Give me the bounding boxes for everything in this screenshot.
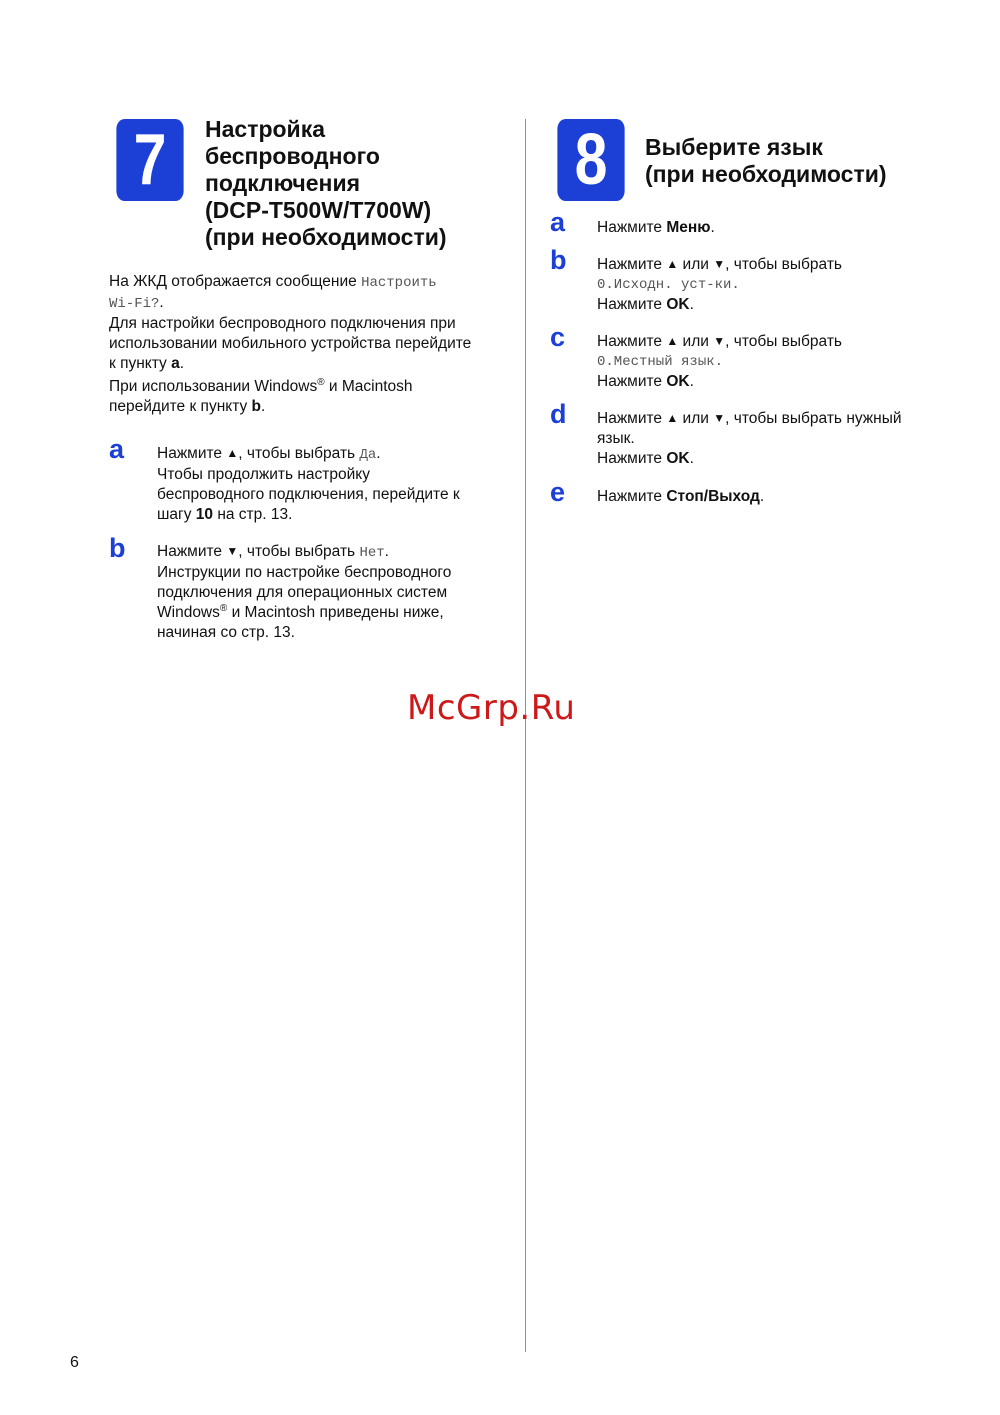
punct: .: [159, 294, 164, 311]
page-number: 6: [70, 1354, 79, 1371]
registered-mark: ®: [219, 602, 228, 614]
down-arrow-icon: ▼: [713, 411, 726, 425]
step-7-title-line: Настройка: [205, 116, 325, 142]
step-8-substep-a-letter: a: [550, 207, 566, 237]
up-arrow-icon: ▲: [666, 411, 679, 425]
step-text: Нажмите: [157, 543, 227, 560]
intro-text: На ЖКД отображается сообщение: [109, 273, 362, 290]
menu-key: Меню: [666, 219, 711, 236]
punct: .: [759, 488, 765, 505]
step-text: Нажмите: [597, 373, 667, 390]
step-7-substep-b-letter: b: [109, 533, 126, 563]
step-8-title-line: (при необходимости): [645, 161, 887, 187]
step-line: Чтобы продолжить настройку: [157, 466, 371, 483]
intro-text: При использовании Windows: [109, 378, 318, 395]
step-text: Нажмите: [157, 445, 227, 462]
punct: .: [376, 445, 381, 462]
step-text: Нажмите: [597, 256, 667, 273]
step-text: на стр. 13.: [213, 506, 293, 523]
step-text: или: [678, 410, 714, 427]
registered-mark: ®: [317, 376, 325, 388]
ok-key: OK: [666, 296, 690, 313]
step-8-substep-b: [597, 255, 842, 315]
step-line: язык.: [597, 430, 635, 447]
step-text: , чтобы выбрать: [238, 543, 360, 560]
step-8-substep-c: [597, 332, 842, 392]
step-7-substep-a: [157, 444, 460, 525]
step-text: и Macintosh приведены ниже,: [227, 604, 444, 621]
step-7-substep-b: [157, 542, 451, 643]
step-text: Нажмите: [597, 296, 667, 313]
step-8-substep-d: [597, 409, 902, 469]
step-7-intro-lcd: [109, 272, 471, 374]
lcd-option: 0.Местный язык.: [597, 354, 724, 370]
column-divider: [525, 119, 526, 1352]
step-8-substep-a: [597, 218, 715, 238]
intro-line: Для настройки беспроводного подключения при: [109, 315, 456, 332]
step-8-number: 8: [574, 120, 608, 200]
step-text: Нажмите: [597, 219, 667, 236]
step-7-intro-os: [109, 377, 413, 417]
up-arrow-icon: ▲: [226, 446, 239, 460]
step-ref: 10: [195, 506, 214, 523]
up-arrow-icon: ▲: [666, 257, 679, 271]
step-text: или: [678, 333, 714, 350]
punct: .: [384, 543, 389, 560]
ok-key: OK: [666, 450, 690, 467]
watermark: McGrp.Ru: [407, 688, 576, 728]
down-arrow-icon: ▼: [226, 544, 239, 558]
link-b: b: [251, 398, 262, 415]
step-text: , чтобы выбрать нужный: [725, 410, 902, 427]
step-7-badge: [116, 119, 183, 201]
intro-text: перейдите к пункту: [109, 398, 252, 415]
step-text: , чтобы выбрать: [725, 256, 843, 273]
step-7-title-line: беспроводного: [205, 143, 380, 169]
step-text: Нажмите: [597, 333, 667, 350]
step-7-number: 7: [133, 120, 167, 200]
step-7-title-line: подключения: [205, 170, 361, 196]
intro-line: использовании мобильного устройства перейдите: [109, 335, 472, 352]
step-8-substep-d-letter: d: [550, 399, 567, 429]
step-text: шагу: [157, 506, 196, 523]
punct: .: [261, 398, 266, 415]
step-text: , чтобы выбрать: [725, 333, 843, 350]
step-7-title-line: (при необходимости): [205, 224, 447, 250]
punct: .: [710, 219, 715, 236]
step-8-title: [645, 134, 887, 188]
lcd-option: Нет: [359, 545, 385, 561]
step-8-badge: [557, 119, 624, 201]
step-7-title-line: (DCP-T500W/T700W): [205, 197, 432, 223]
down-arrow-icon: ▼: [713, 334, 726, 348]
step-text: Нажмите: [597, 450, 667, 467]
intro-text: и Macintosh: [324, 378, 413, 395]
step-line: начиная со стр. 13.: [157, 624, 295, 641]
lcd-option: 0.Исходн. уст-ки.: [597, 277, 740, 293]
lcd-message: Настроить: [361, 275, 437, 291]
step-8-substep-e: [597, 487, 764, 507]
step-line: Инструкции по настройке беспроводного: [157, 564, 452, 581]
up-arrow-icon: ▲: [666, 334, 679, 348]
punct: .: [179, 355, 185, 372]
down-arrow-icon: ▼: [713, 257, 726, 271]
step-line: подключения для операционных систем: [157, 584, 448, 601]
step-8-substep-e-letter: e: [550, 477, 566, 507]
punct: .: [689, 373, 694, 390]
ok-key: OK: [666, 373, 690, 390]
step-text: Нажмите: [597, 410, 667, 427]
step-text: Windows: [157, 604, 220, 621]
lcd-message-cont: Wi-Fi?: [109, 296, 160, 312]
punct: .: [689, 450, 694, 467]
step-7-substep-a-letter: a: [109, 434, 125, 464]
lcd-option: Да: [359, 447, 377, 463]
step-7-title: [205, 116, 447, 251]
link-a: a: [171, 355, 180, 372]
step-line: беспроводного подключения, перейдите к: [157, 486, 460, 503]
step-text: Нажмите: [597, 488, 667, 505]
step-8-substep-b-letter: b: [550, 245, 567, 275]
step-8-substep-c-letter: c: [550, 322, 566, 352]
intro-text: к пункту: [109, 355, 172, 372]
step-text: или: [678, 256, 714, 273]
stop-exit-key: Стоп/Выход: [666, 488, 760, 505]
punct: .: [689, 296, 694, 313]
step-text: , чтобы выбрать: [238, 445, 360, 462]
step-8-title-line: Выберите язык: [645, 134, 823, 160]
